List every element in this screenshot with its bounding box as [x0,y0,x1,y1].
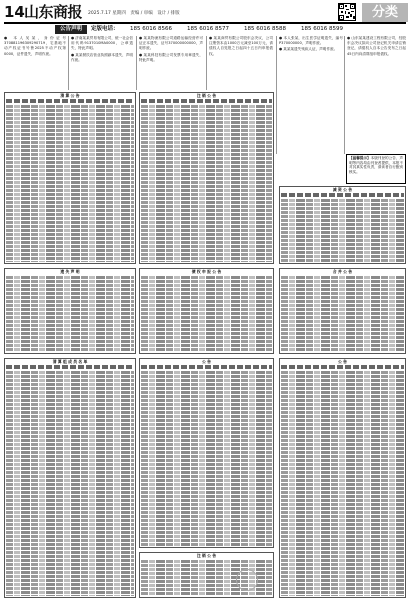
notice-paragraph: ● 某某科技有限公司发票专用章遗失，特此声明。 [139,52,203,62]
column-divider [344,36,345,154]
table-header [6,99,134,103]
table-title: 清 算 公 告 [60,93,80,98]
text-column [71,36,133,90]
notice-paragraph: ● 本人张某，出生医学证明遗失，编号P370000000，声明作废。 [279,36,343,46]
table-header [141,365,272,369]
table-rows [141,371,272,546]
table-title: 减 资 公 告 [332,187,353,192]
table-rows [6,371,134,596]
text-column [279,36,343,151]
tip-text: 本版刊登的公告、声明等内容均由刊登者提供，本报不对其真实性负责，请读者自行甄别核实。 [349,156,404,174]
table-announcement [139,268,274,354]
seal-stamp-icon [236,569,258,591]
qr-code-icon [338,3,356,21]
table-rows [141,276,272,352]
column-divider [68,36,69,90]
table-header [281,365,404,369]
phone-label: 定版电话： [91,26,119,32]
notice-paragraph: ● 某某某遗失残疾人证，声明作废。 [279,47,338,52]
table-announcement [4,358,136,598]
table-announcement [279,186,406,264]
column-divider [136,36,137,90]
table-rows [141,105,272,262]
table-announcement [279,358,406,598]
notice-paragraph: ● 某某物流有限公司道路运输经营许可证正本遗失，证号370000000000，声明作废。 [139,36,203,51]
table-rows [281,276,404,352]
tip-title: 【温馨提示】 [349,156,371,160]
text-column [209,36,273,90]
table-title: 公 告 [338,359,347,364]
table-header [6,365,134,369]
notice-paragraph: ● 某某餐饮店营业执照副本遗失，声明作废。 [71,52,133,62]
header-rule [4,22,406,24]
table-title: 清 算 组 成 员 名 单 [52,359,88,364]
table-rows [281,371,404,596]
table-header [281,193,404,197]
table-rows [6,105,134,262]
text-column [4,36,66,90]
phone-number: 185 6016 8588 [244,26,286,32]
phone-number: 185 6016 8566 [130,26,172,32]
table-announcement [139,552,274,598]
text-column [347,36,406,151]
phone-number: 185 6016 8599 [301,26,343,32]
notice-paragraph: ● 本人吴某，身份证号370881196309290719，宅基地不动产权证书号鲁2025不动产权第0000，证件遗失，声明作废。 [4,36,66,56]
ad-phone-bar [55,25,355,34]
section-title: 分类 [362,3,408,22]
table-title: 债 权 申 报 公 告 [191,269,222,274]
notice-paragraph: ● 山东某某建设工程有限公司，经股东会决议拟向公司登记机关申请注销登记，请债权人自本公告发布之日起45日内向清算组申报债权。 [347,36,406,56]
notice-paragraph: ● 某某商贸有限公司股东会决议，公司注册资本由1000万元减至100万元，请债权人自见报之日起四十五日内申报债权。 [209,36,273,56]
column-divider [206,36,207,90]
table-announcement [4,268,136,354]
table-title: 注 销 公 告 [196,93,217,98]
table-announcement [4,92,136,264]
phone-number: 185 6016 8577 [187,26,229,32]
column-divider [276,36,277,154]
table-title: 注 销 公 告 [196,553,217,558]
table-title: 遗 失 声 明 [60,269,80,274]
page-number: 14 [4,3,25,21]
table-announcement [139,358,274,548]
tip-box [346,154,406,184]
notice-paragraph: ● 济南某某贸易有限公司，统一社会信用代码9137010MA0000，公章遗失，特此声明。 [71,36,133,51]
table-title: 合 并 公 告 [332,269,353,274]
table-rows [6,276,134,352]
text-column [139,36,203,90]
issue-meta: 2025.7.17 星期四 责编 / 审编 设计 / 排版 [88,11,180,16]
table-announcement [279,268,406,354]
paper-name: 山东商报 [24,3,83,21]
notice-logo: 公告声明 [55,25,87,34]
table-header [141,99,272,103]
table-announcement [139,92,274,264]
table-title: 公 告 [202,359,211,364]
table-rows [281,199,404,262]
